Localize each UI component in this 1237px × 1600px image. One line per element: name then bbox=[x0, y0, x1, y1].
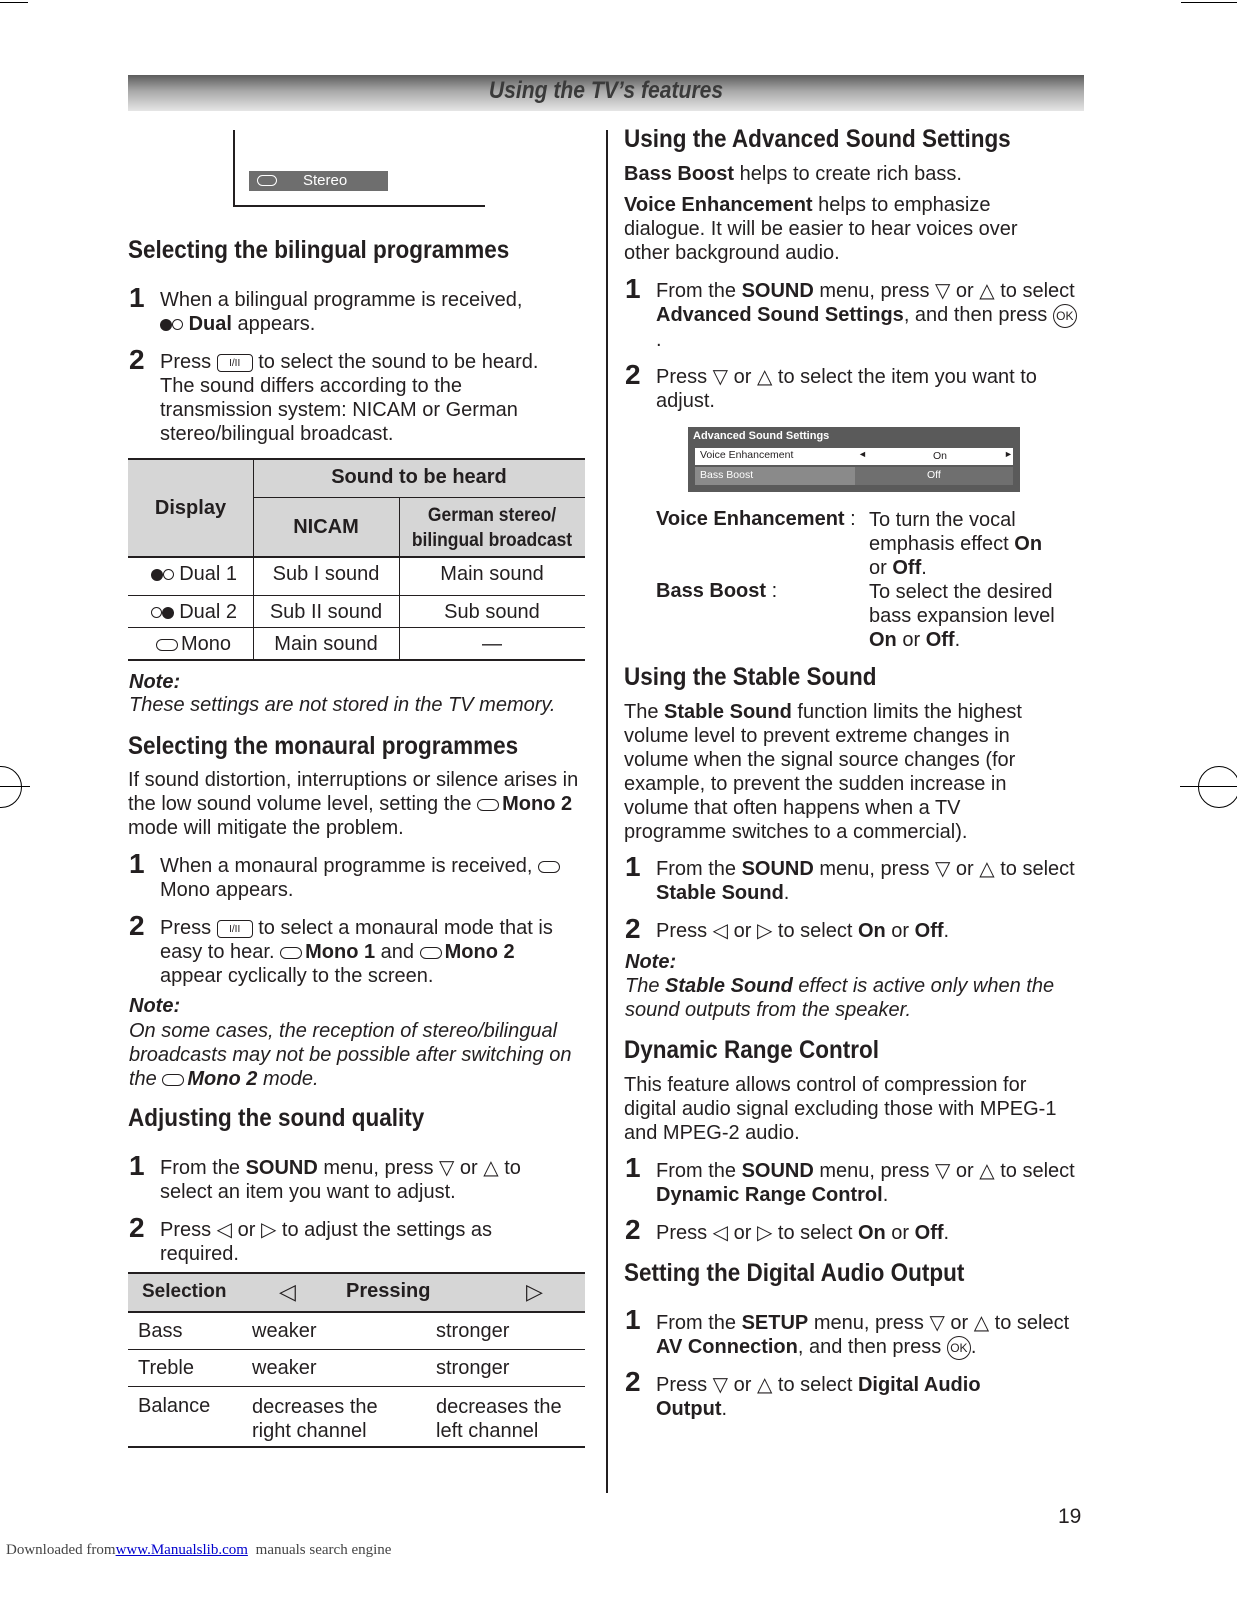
definition-text: To turn the vocal emphasis effect On or Off. bbox=[869, 509, 1043, 579]
right-arrow-icon: ▷ bbox=[526, 1279, 543, 1304]
page-number: 19 bbox=[1058, 1505, 1082, 1528]
table-cell-german: — bbox=[482, 633, 502, 655]
table-rule bbox=[128, 627, 585, 628]
step-number: 1 bbox=[625, 1304, 641, 1335]
crop-mark bbox=[1181, 2, 1237, 3]
ok-button-icon: OK bbox=[1053, 304, 1077, 328]
table-cell-right: stronger bbox=[436, 1357, 510, 1379]
table-header-pressing: Pressing bbox=[346, 1280, 431, 1302]
download-footer bbox=[6, 1542, 391, 1559]
step-number: 1 bbox=[129, 848, 145, 879]
step-text: When a bilingual programme is received, Dual appears. bbox=[160, 289, 523, 335]
mono-icon bbox=[156, 639, 178, 651]
section-title-bilingual: Selecting the bilingual programmes bbox=[128, 236, 510, 264]
step-number: 2 bbox=[129, 1212, 145, 1243]
filled-dot-icon bbox=[162, 607, 174, 619]
advanced-sound-osd bbox=[688, 427, 1020, 492]
step-number: 2 bbox=[625, 1366, 641, 1397]
ok-button-icon: OK bbox=[947, 1336, 971, 1360]
step-text: Press I/II to select a monaural mode that is easy to hear. Mono 1 and Mono 2 appear cyclically to the screen. bbox=[160, 917, 553, 987]
step-text: From the SOUND menu, press ▽ or △ to select Stable Sound. bbox=[656, 858, 1075, 904]
step-text: Press ◁ or ▷ to select On or Off. bbox=[656, 1222, 950, 1244]
page-header-title: Using the TV’s features bbox=[488, 77, 724, 104]
step-text: From the SOUND menu, press ▽ or △ to select Dynamic Range Control. bbox=[656, 1160, 1075, 1206]
note-text: These settings are not stored in the TV memory. bbox=[129, 694, 556, 716]
table-rule bbox=[128, 595, 585, 596]
osd-row-label: Bass Boost bbox=[700, 469, 754, 481]
paragraph: Voice Enhancement helps to emphasize dialogue. It will be easier to hear voices over other background audio. bbox=[624, 194, 1018, 264]
open-dot-icon bbox=[163, 569, 174, 580]
definition-term: Voice Enhancement : bbox=[656, 508, 856, 530]
step-number: 1 bbox=[129, 1150, 145, 1181]
section-title-dynamic-range: Dynamic Range Control bbox=[624, 1036, 880, 1064]
section-title-stable-sound: Using the Stable Sound bbox=[624, 663, 877, 691]
stereo-osd-banner bbox=[249, 171, 388, 191]
osd-right-arrow-icon: ► bbox=[1004, 449, 1013, 459]
step-text: Press ◁ or ▷ to adjust the settings as required. bbox=[160, 1219, 493, 1265]
mono-icon bbox=[280, 947, 302, 959]
step-number: 2 bbox=[625, 913, 641, 944]
step-number: 2 bbox=[625, 359, 641, 390]
table-cell-left: weaker bbox=[252, 1320, 317, 1342]
table-header-german: German stereo/ bilingual broadcast bbox=[411, 505, 573, 551]
table-cell-selection: Treble bbox=[138, 1357, 194, 1379]
step-text: Press ▽ or △ to select the item you want to adjust. bbox=[656, 366, 1037, 412]
table-cell-german: Main sound bbox=[440, 563, 544, 585]
step-text: From the SOUND menu, press ▽ or △ to select an item you want to adjust. bbox=[160, 1157, 521, 1203]
crop-mark bbox=[0, 2, 28, 3]
step-text: From the SETUP menu, press ▽ or △ to select AV Connection, and then press OK . bbox=[656, 1312, 1070, 1358]
left-arrow-icon: ◁ bbox=[279, 1279, 296, 1304]
step-number: 1 bbox=[625, 851, 641, 882]
osd-row-label: Voice Enhancement bbox=[700, 449, 794, 461]
osd-title: Advanced Sound Settings bbox=[693, 430, 830, 442]
section-title-digital-audio: Setting the Digital Audio Output bbox=[624, 1259, 965, 1287]
step-number: 2 bbox=[129, 910, 145, 941]
table-rule bbox=[128, 1311, 585, 1313]
paragraph: If sound distortion, interruptions or silence arises in the low sound volume level, setting the Mono 2 mode will mitigate the problem. bbox=[128, 769, 579, 839]
table-rule bbox=[128, 1272, 585, 1274]
footer-text: manuals search engine bbox=[255, 1542, 392, 1558]
table-cell-left: decreases the right channel bbox=[252, 1396, 378, 1442]
audio-mode-button-icon: I/II bbox=[217, 920, 253, 938]
table-cell-nicam: Main sound bbox=[274, 633, 378, 655]
mono-icon bbox=[477, 799, 499, 811]
note-heading: Note: bbox=[625, 951, 677, 973]
step-text: From the SOUND menu, press ▽ or △ to select Advanced Sound Settings, and then press OK. bbox=[656, 279, 1081, 352]
step-text: When a monaural programme is received, Mono appears. bbox=[160, 854, 590, 902]
table-cell-nicam: Sub I sound bbox=[272, 563, 380, 585]
table-header-sound: Sound to be heard bbox=[331, 466, 507, 488]
step-number: 1 bbox=[625, 273, 641, 304]
footer-text: Downloaded from bbox=[6, 1542, 116, 1558]
definition-text: To select the desired bass expansion level On or Off. bbox=[869, 581, 1055, 651]
table-header-selection: Selection bbox=[142, 1281, 227, 1302]
mono-icon bbox=[420, 947, 442, 959]
section-title-monaural: Selecting the monaural programmes bbox=[128, 732, 519, 760]
step-text: Press ◁ or ▷ to select On or Off. bbox=[656, 920, 950, 942]
osd-left-arrow-icon: ◄ bbox=[858, 449, 867, 459]
stereo-icon bbox=[257, 175, 277, 186]
osd-row-value: On bbox=[933, 450, 948, 462]
table-rule bbox=[128, 458, 585, 460]
mono-icon bbox=[538, 861, 560, 873]
stereo-label: Stereo bbox=[303, 172, 348, 189]
table-cell-german: Sub sound bbox=[444, 601, 540, 623]
step-text: Press ▽ or △ to select Digital Audio Output. bbox=[656, 1374, 981, 1420]
table-cell-selection: Balance bbox=[138, 1395, 211, 1417]
definition-term: Bass Boost : bbox=[656, 580, 778, 602]
paragraph: The Stable Sound function limits the highest volume level to prevent extreme changes in volume when the signal source changes (for example, to prevent the sudden increase in volume that often happens when a TV programme switches to a commercial). bbox=[624, 701, 1022, 843]
registration-mark bbox=[0, 766, 22, 808]
table-cell-nicam: Sub II sound bbox=[269, 601, 383, 623]
step-number: 2 bbox=[129, 344, 145, 375]
step-number: 1 bbox=[625, 1152, 641, 1183]
table-cell-left: weaker bbox=[252, 1357, 317, 1379]
section-title-sound-quality: Adjusting the sound quality bbox=[128, 1104, 425, 1132]
registration-mark bbox=[1198, 766, 1237, 808]
table-rule bbox=[128, 1386, 585, 1387]
table-cell-right: decreases the left channel bbox=[436, 1396, 562, 1442]
note-heading: Note: bbox=[129, 671, 181, 693]
table-rule bbox=[128, 556, 585, 558]
osd-row bbox=[855, 467, 1013, 485]
table-cell-display: Dual 1 bbox=[128, 563, 253, 586]
step-number: 2 bbox=[625, 1214, 641, 1245]
filled-dot-icon bbox=[151, 569, 163, 581]
dual-filled-dot-icon bbox=[160, 319, 172, 331]
column-divider bbox=[606, 130, 608, 1493]
note-text: The Stable Sound effect is active only when the sound outputs from the speaker. bbox=[625, 975, 1055, 1021]
paragraph: This feature allows control of compression for digital audio signal excluding those with MPEG-1 and MPEG-2 audio. bbox=[624, 1074, 1057, 1144]
table-cell-right: stronger bbox=[436, 1320, 510, 1342]
table-cell-selection: Bass bbox=[138, 1320, 183, 1342]
manualslib-link[interactable]: www.Manualslib.com bbox=[115, 1542, 248, 1558]
table-cell-display: Mono bbox=[128, 633, 253, 656]
table-cell-display: Dual 2 bbox=[128, 601, 253, 624]
paragraph: Bass Boost helps to create rich bass. bbox=[624, 163, 962, 185]
table-rule bbox=[128, 659, 585, 661]
note-text: On some cases, the reception of stereo/bilingual broadcasts may not be possible after switching on the Mono 2 mode. bbox=[129, 1020, 572, 1090]
osd-row bbox=[695, 467, 855, 485]
table-rule bbox=[253, 497, 585, 498]
open-dot-icon bbox=[151, 607, 162, 618]
screen-frame bbox=[233, 205, 485, 207]
table-header-nicam: NICAM bbox=[293, 516, 359, 538]
table-rule bbox=[128, 1349, 585, 1350]
osd-row-value: Off bbox=[927, 469, 941, 481]
mono-icon bbox=[162, 1074, 184, 1086]
table-header-display: Display bbox=[154, 497, 227, 519]
table-rule bbox=[128, 1446, 585, 1448]
dual-open-dot-icon bbox=[172, 319, 183, 330]
step-number: 1 bbox=[129, 282, 145, 313]
section-title-advanced-sound: Using the Advanced Sound Settings bbox=[624, 125, 1011, 153]
screen-frame bbox=[233, 130, 235, 206]
osd-row-selected bbox=[695, 448, 1013, 465]
step-text: Press I/II to select the sound to be heard. The sound differs according to the transmission system: NICAM or German stereo/bilingual broadcast. bbox=[160, 351, 539, 445]
note-heading: Note: bbox=[129, 995, 181, 1017]
audio-mode-button-icon: I/II bbox=[217, 354, 253, 372]
